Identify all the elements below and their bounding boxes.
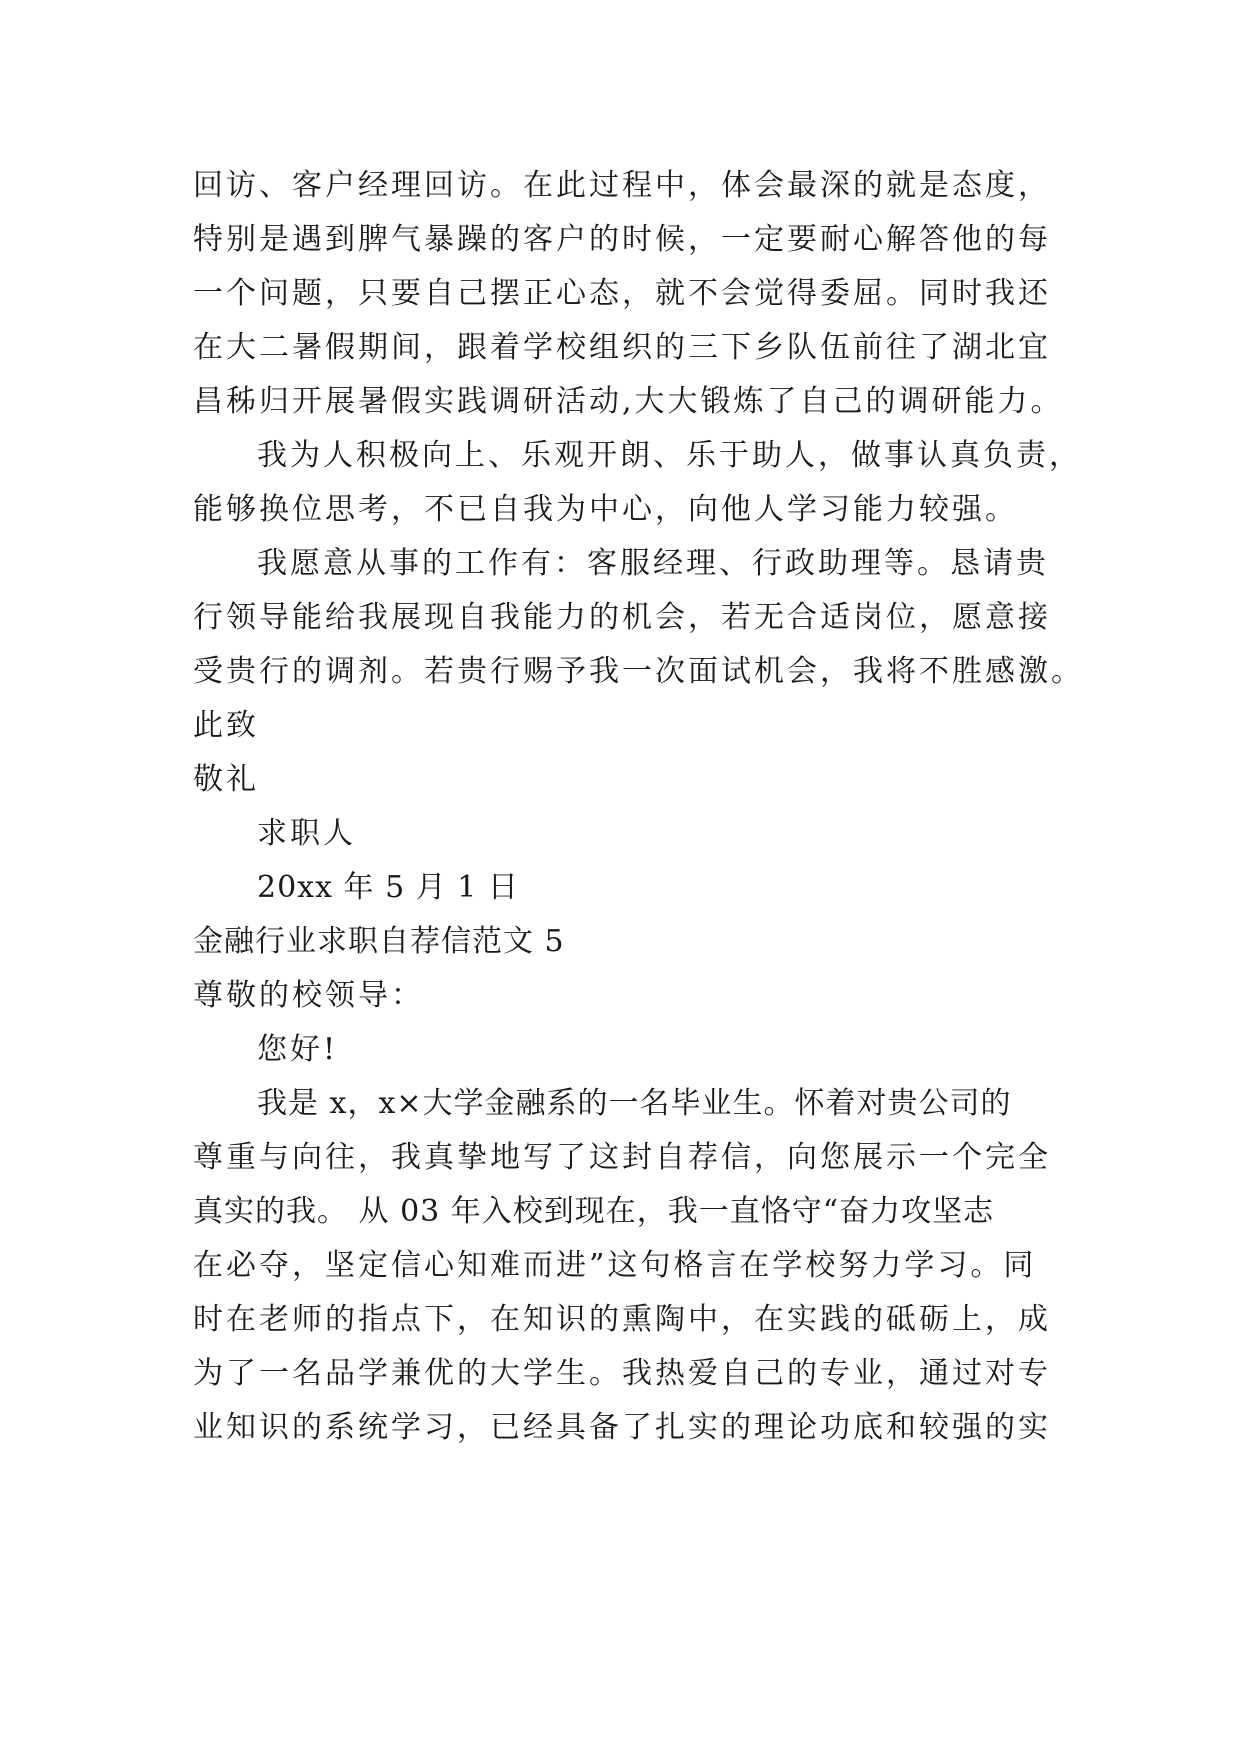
paragraph-line: 我是 x，x×大学金融系的一名毕业生。怀着对贵公司的 (257, 1086, 1012, 1121)
paragraph-line: 昌秭归开展暑假实践调研活动,大大锻炼了自己的调研能力。 (193, 384, 1064, 419)
paragraph-line: 业知识的系统学习，已经具备了扎实的理论功底和较强的实 (193, 1410, 1051, 1445)
paragraph-line: 我为人积极向上、乐观开朗、乐于助人，做事认真负责， (257, 438, 1082, 473)
paragraph-line: 在大二暑假期间，跟着学校组织的三下乡队伍前往了湖北宜 (193, 330, 1051, 365)
paragraph-line: 回访、客户经理回访。在此过程中，体会最深的就是态度， (193, 168, 1051, 203)
paragraph-line: 时在老师的指点下，在知识的熏陶中，在实践的砥砺上，成 (193, 1302, 1051, 1337)
hello: 您好! (257, 1032, 339, 1067)
paragraph-line: 我愿意从事的工作有：客服经理、行政助理等。恳请贵 (257, 546, 1049, 581)
closing-salute-1: 此致 (193, 708, 259, 743)
section-title: 金融行业求职自荐信范文 5 (193, 924, 565, 959)
paragraph-line: 能够换位思考，不已自我为中心，向他人学习能力较强。 (193, 492, 1018, 527)
paragraph-line: 行领导能给我展现自我能力的机会，若无合适岗位，愿意接 (193, 600, 1051, 635)
paragraph-line: 特别是遇到脾气暴躁的客户的时候，一定要耐心解答他的每 (193, 222, 1051, 257)
paragraph-line: 为了一名品学兼优的大学生。我热爱自己的专业，通过对专 (193, 1356, 1051, 1391)
closing-salute-2: 敬礼 (193, 762, 259, 797)
date: 20xx 年 5 月 1 日 (257, 870, 519, 905)
paragraph-line: 尊重与向往，我真挚地写了这封自荐信，向您展示一个完全 (193, 1140, 1051, 1175)
greeting: 尊敬的校领导： (193, 978, 424, 1013)
signer: 求职人 (257, 816, 356, 851)
paragraph-line: 真实的我。 从 03 年入校到现在，我一直恪守“奋力攻坚志 (193, 1194, 995, 1229)
paragraph-line: 一个问题，只要自己摆正心态，就不会觉得委屈。同时我还 (193, 276, 1051, 311)
paragraph-line: 受贵行的调剂。若贵行赐予我一次面试机会，我将不胜感激。 (193, 654, 1084, 689)
paragraph-line: 在必夺，坚定信心知难而进”这句格言在学校努力学习。同 (193, 1248, 1037, 1283)
